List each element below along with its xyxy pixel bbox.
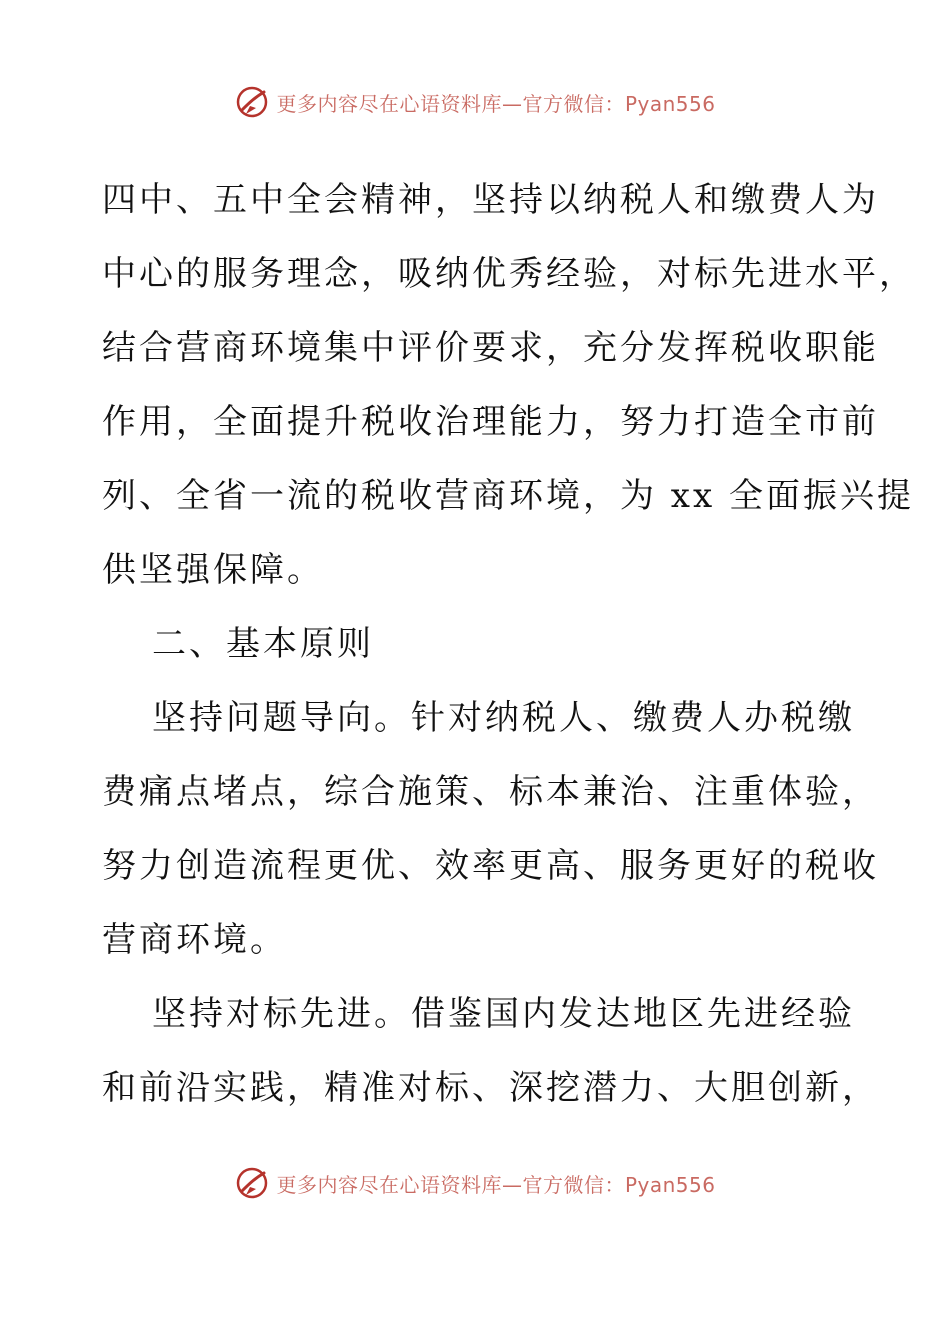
pen-nib-logo-icon bbox=[234, 1165, 270, 1201]
text-line: 四中、五中全会精神，坚持以纳税人和缴费人为 bbox=[102, 180, 879, 220]
footer-banner bbox=[0, 1163, 950, 1203]
pen-nib-logo-icon bbox=[234, 84, 270, 120]
text-line: 二、基本原则 bbox=[152, 624, 374, 664]
header-banner bbox=[0, 82, 950, 122]
footer-banner-text: 更多内容尽在心语资料库—官方微信：Pyan556 bbox=[276, 1172, 716, 1197]
text-line: 中心的服务理念，吸纳优秀经验，对标先进水平， bbox=[102, 254, 916, 294]
text-line: 作用，全面提升税收治理能力，努力打造全市前 bbox=[102, 402, 879, 442]
text-line: 努力创造流程更优、效率更高、服务更好的税收 bbox=[102, 846, 879, 886]
document-body bbox=[102, 163, 916, 1125]
text-line: 供坚强保障。 bbox=[102, 550, 324, 590]
text-line: 坚持问题导向。针对纳税人、缴费人办税缴 bbox=[152, 698, 855, 738]
text-line: 和前沿实践，精准对标、深挖潜力、大胆创新， bbox=[102, 1068, 879, 1108]
text-line: 列、全省一流的税收营商环境，为 xx 全面振兴提 bbox=[102, 476, 914, 516]
text-line: 结合营商环境集中评价要求，充分发挥税收职能 bbox=[102, 328, 879, 368]
header-banner-text: 更多内容尽在心语资料库—官方微信：Pyan556 bbox=[276, 91, 716, 116]
text-line: 费痛点堵点，综合施策、标本兼治、注重体验， bbox=[102, 772, 879, 812]
text-line: 营商环境。 bbox=[102, 920, 287, 960]
text-line: 坚持对标先进。借鉴国内发达地区先进经验 bbox=[152, 994, 855, 1034]
